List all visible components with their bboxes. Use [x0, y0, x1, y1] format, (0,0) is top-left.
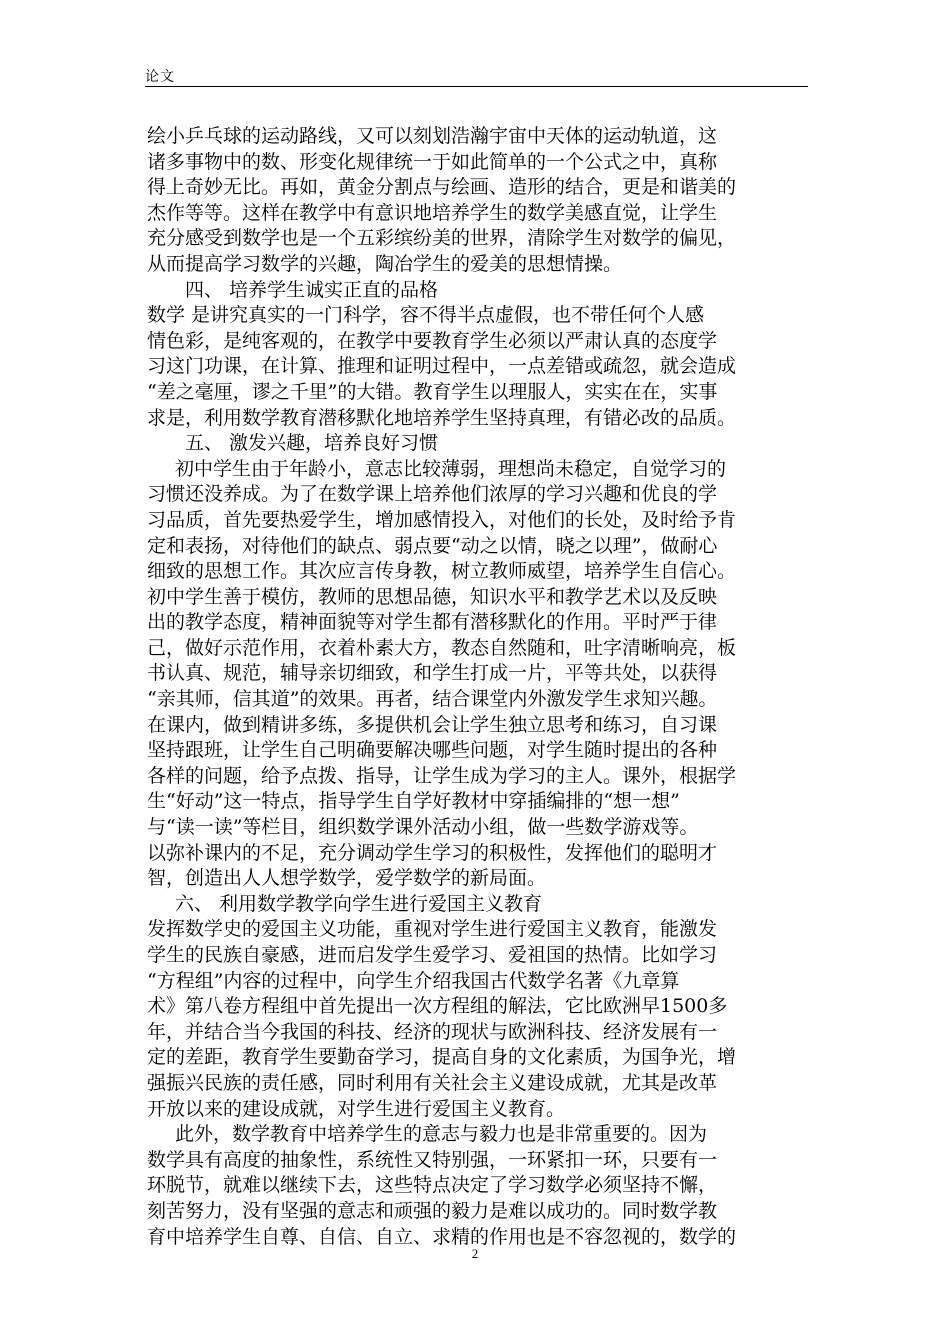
header-rule — [145, 86, 808, 87]
text-line: 在课内，做到精讲多练，多提供机会让学生独立思考和练习，自习课 — [147, 713, 718, 736]
text-line: “方程组”内容的过程中，向学生介绍我国古代数学名著《九章算 — [147, 969, 680, 992]
section-heading: 六、 利用数学教学向学生进行爱国主义教育 — [175, 892, 543, 915]
text-line: 情色彩，是纯客观的，在教学中要教育学生必须以严肃认真的态度学 — [147, 329, 718, 352]
text-line: 生“好动”这一特点，指导学生自学好教材中穿插编排的“想一想” — [147, 790, 680, 813]
header-title: 论文 — [145, 69, 175, 85]
text-line: 习惯还没养成。为了在数学课上培养他们浓厚的学习兴趣和优良的学 — [147, 483, 718, 506]
text-line: 诸多事物中的数、形变化规律统一于如此简单的一个公式之中，真称 — [147, 150, 718, 173]
text-line: 学生的民族自豪感，进而启发学生爱学习、爱祖国的热情。比如学习 — [147, 944, 718, 966]
text-line: 己，做好示范作用，衣着朴素大方，教态自然随和，吐字清晰响亮，板 — [147, 636, 737, 659]
text-line: 杰作等等。这样在教学中有意识地培养学生的数学美感直觉，让学生 — [147, 201, 718, 224]
text-line: 与“读一读”等栏目，组织数学课外活动小组，做一些数学游戏等。 — [147, 816, 699, 839]
text-line: 数学具有高度的抽象性，系统性又特别强，一环紧扣一环，只要有一 — [147, 1148, 718, 1171]
text-line: 各样的问题，给予点拨、指导，让学生成为学习的主人。课外，根据学 — [147, 764, 737, 787]
text-line: 绘小乒乓球的运动路线，又可以刻划浩瀚宇宙中天体的运动轨道，这 — [147, 125, 718, 147]
page-number: 2 — [471, 1246, 479, 1261]
text-line: 发挥数学史的爱国主义功能，重视对学生进行爱国主义教育，能激发 — [147, 918, 718, 941]
text-line: 年，并结合当今我国的科技、经济的现状与欧洲科技、经济发展有一 — [147, 1020, 718, 1043]
text-line: 习品质，首先要热爱学生，增加感情投入，对他们的长处，及时给予肯 — [147, 508, 737, 531]
text-line: 书认真、规范，辅导亲切细致，和学生打成一片，平等共处，以获得 — [147, 662, 718, 685]
body-text — [147, 124, 807, 1250]
text-line: 定的差距，教育学生要勤奋学习，提高自身的文化素质，为国争光，增 — [147, 1046, 737, 1069]
text-line: 从而提高学习数学的兴趣，陶冶学生的爱美的思想情操。 — [147, 252, 623, 275]
text-line: 充分感受到数学也是一个五彩缤纷美的世界，清除学生对数学的偏见， — [147, 227, 737, 250]
text-line: 育中培养学生自尊、自信、自立、求精的作用也是不容忽视的，数学的 — [147, 1225, 737, 1248]
text-line: 以弥补课内的不足，充分调动学生学习的积极性，发挥他们的聪明才 — [147, 841, 718, 864]
text-line: 得上奇妙无比。再如，黄金分割点与绘画、造形的结合，更是和谐美的 — [147, 176, 737, 199]
text-line: 求是，利用数学教育潜移默化地培养学生坚持真理，有错必改的品质。 — [147, 406, 737, 429]
text-line: 初中学生由于年龄小，意志比较薄弱，理想尚未稳定，自觉学习的 — [175, 457, 727, 480]
text-line: “亲其师，信其道”的效果。再者，结合课堂内外激发学生求知兴趣。 — [147, 688, 718, 711]
text-line: 强振兴民族的责任感，同时利用有关社会主义建设成就，尤其是改革 — [147, 1071, 718, 1094]
text-line: 数学 是讲究真实的一门科学，容不得半点虚假，也不带任何个人感 — [147, 304, 705, 327]
text-line: 开放以来的建设成就，对学生进行爱国主义教育。 — [147, 1097, 566, 1120]
text-line: 坚持跟班，让学生自己明确要解决哪些问题，对学生随时提出的各种 — [147, 739, 718, 762]
section-heading: 五、 激发兴趣，培养良好习惯 — [185, 432, 439, 455]
text-line: 刻苦努力，没有坚强的意志和顽强的毅力是难以成功的。同时数学教 — [147, 1199, 718, 1222]
text-line: 智，创造出人人想学数学，爱学数学的新局面。 — [147, 867, 547, 890]
text-line: “差之毫厘，谬之千里”的大错。教育学生以理服人，实实在在，实事 — [147, 380, 718, 403]
text-line: 定和表扬，对待他们的缺点、弱点要“动之以情，晓之以理”，做耐心 — [147, 534, 718, 557]
section-heading: 四、 培养学生诚实正直的品格 — [185, 278, 439, 301]
text-line: 初中学生善于模仿，教师的思想品德，知识水平和教学艺术以及反映 — [147, 585, 718, 608]
text-line: 习这门功课，在计算、推理和证明过程中，一点差错或疏忽，就会造成 — [147, 355, 737, 378]
text-line: 出的教学态度，精神面貌等对学生都有潜移默化的作用。平时严于律 — [147, 611, 718, 634]
text-line: 环脱节，就难以继续下去，这些特点决定了学习数学必须坚持不懈， — [147, 1174, 718, 1197]
text-line: 此外，数学教育中培养学生的意志与毅力也是非常重要的。因为 — [175, 1123, 708, 1146]
text-line: 术》第八卷方程组中首先提出一次方程组的解法，它比欧洲早1500多 — [147, 995, 728, 1018]
text-line: 细致的思想工作。其次应言传身教，树立教师威望，培养学生自信心。 — [147, 560, 737, 583]
